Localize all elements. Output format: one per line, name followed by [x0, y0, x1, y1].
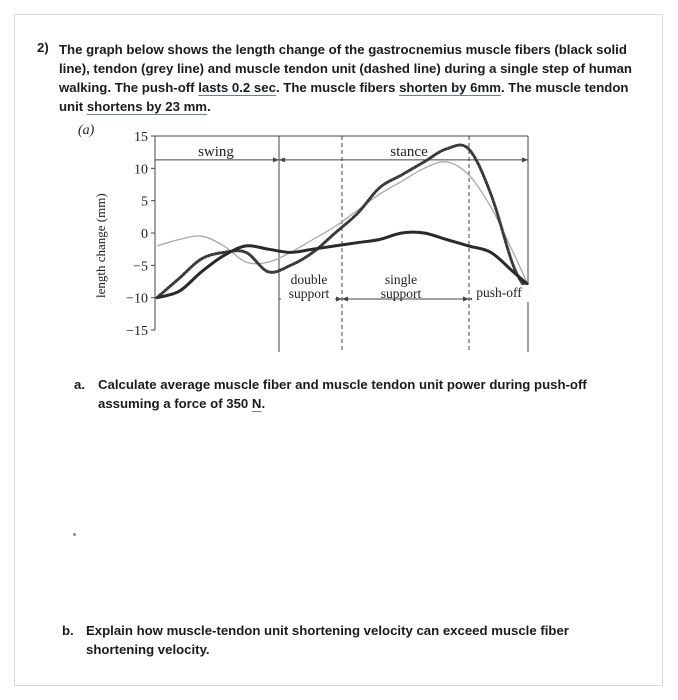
arrowhead: [342, 296, 348, 301]
part-a: [74, 375, 634, 413]
part-a-unit: N: [251, 396, 262, 411]
question-text-part-4: .: [207, 99, 211, 114]
double-support-label-line-1: double: [290, 271, 328, 287]
y-axis-label: length change (mm): [93, 193, 108, 298]
part-a-text: [98, 375, 628, 413]
arrowhead: [463, 296, 469, 301]
arrowhead: [522, 157, 528, 162]
part-a-text-1: Calculate average muscle fiber and muscle tendon unit power during push-off assuming a force of 350: [98, 377, 587, 411]
y-tick-label: 0: [141, 227, 148, 242]
part-b: [62, 621, 642, 659]
y-tick-label: −15: [126, 324, 148, 339]
y-tick-label: 15: [134, 130, 148, 145]
double-support-label-line-2: support: [288, 285, 330, 301]
swing-label: swing: [198, 143, 234, 160]
question-text: [59, 40, 644, 116]
part-a-text-2: .: [261, 396, 266, 411]
y-tick-label: 10: [134, 162, 148, 178]
single-support-label-line-1: single: [384, 271, 418, 287]
push-off-duration-text: lasts 0.2 sec: [198, 80, 276, 95]
arrowhead: [279, 157, 285, 162]
arrowhead: [336, 296, 342, 301]
y-axis: [126, 130, 155, 339]
single-support-label-line-2: support: [380, 285, 422, 301]
y-tick-label: −10: [126, 291, 148, 307]
question-number: 2): [37, 40, 49, 55]
stray-mark: [73, 533, 76, 536]
part-b-letter: b.: [62, 623, 74, 638]
y-tick-label: 5: [141, 194, 148, 210]
question-text-part-1: The graph below shows the length change of the gastrocnemius muscle fibers (black solid line), tendon (grey line) and muscle tendon unit (dashed line) during a single step of human walking. The push-off: [59, 42, 632, 95]
fiber-shortening-text: shorten by 6mm: [399, 80, 501, 95]
length-change-chart: [60, 118, 540, 368]
question-text-part-3: . The muscle tendon unit: [59, 80, 629, 114]
mtu-shortening-text: shortens by 23 mm: [86, 99, 208, 114]
question-text-part-2: . The muscle fibers: [275, 80, 400, 95]
length-change-figure: [60, 118, 540, 368]
stance-label: stance: [390, 143, 428, 160]
panel-label: (a): [78, 123, 95, 138]
push-off-label: push-off: [476, 284, 522, 300]
part-b-text: Explain how muscle-tendon unit shortening velocity can exceed muscle fiber shortening velocity.: [86, 623, 569, 657]
arrowhead: [273, 157, 279, 162]
part-a-letter: a.: [74, 377, 85, 392]
y-tick-label: −5: [133, 259, 148, 275]
